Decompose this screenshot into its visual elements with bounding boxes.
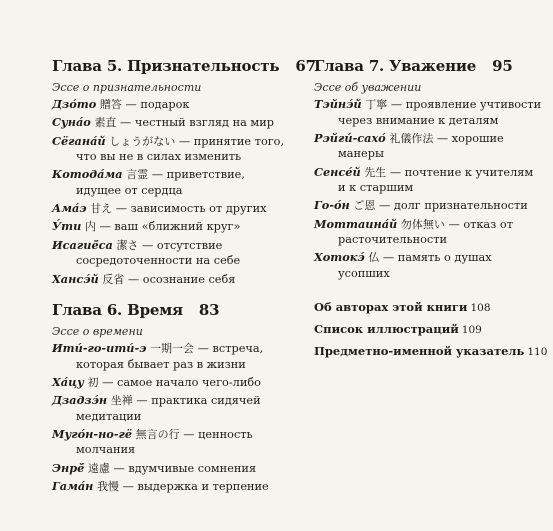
- toc-entry: [52, 272, 292, 288]
- entry-kanji: 潔さ: [116, 238, 139, 252]
- entry-term: Муго́н-но-гё: [52, 426, 133, 441]
- entry-term: Исагиё́са: [52, 237, 113, 252]
- entry-kanji: 仏: [368, 251, 380, 265]
- toc-entry: [52, 167, 292, 198]
- chapter-5-essay: Эссе о признательности: [52, 81, 202, 94]
- entry-term: Хотокэ́: [314, 250, 365, 265]
- toc-entry: [52, 461, 292, 477]
- entry-kanji: 坐禅: [110, 394, 133, 408]
- entry-kanji: 素直: [94, 116, 117, 130]
- entry-kanji: 無言の行: [135, 427, 180, 441]
- chapter-6-entries: [52, 341, 292, 494]
- entry-kanji: 言霊: [126, 168, 149, 182]
- entry-kanji: 遠慮: [87, 461, 110, 475]
- toc-entry: [314, 97, 544, 128]
- toc-entry: [314, 131, 544, 162]
- entry-kanji: 一期一会: [150, 342, 195, 356]
- entry-text: — отсутствие сосредоточенности на себе: [76, 238, 241, 268]
- toc-entry: [52, 97, 292, 113]
- toc-entry: [52, 393, 292, 424]
- chapter-5-page: 67: [295, 57, 316, 75]
- back-matter-illustrations[interactable]: [314, 321, 544, 338]
- chapter-6-essay: Эссе о времени: [52, 325, 143, 339]
- toc-entry: [52, 427, 292, 458]
- entry-kanji: 反省: [102, 272, 125, 286]
- back-matter-page: 109: [461, 324, 482, 337]
- entry-kanji: 礼儀作法: [389, 131, 434, 145]
- entry-kanji: 甘え: [90, 202, 113, 216]
- entry-kanji: ご恩: [353, 199, 376, 213]
- entry-term: У́ти: [52, 219, 82, 234]
- back-matter-page: 108: [470, 302, 491, 315]
- entry-text: — подарок: [125, 98, 190, 111]
- entry-term: Сенсе́й: [314, 164, 361, 179]
- entry-text: — честный взгляд на мир: [120, 116, 274, 130]
- entry-kanji: 贈答: [99, 98, 122, 111]
- chapter-7: [314, 57, 544, 281]
- entry-term: Ха́цу: [52, 374, 84, 389]
- entry-term: Моттаина́й: [314, 216, 398, 231]
- entry-text: — ценность молчания: [76, 427, 253, 457]
- entry-text: — приветствие, идущее от сердца: [76, 168, 245, 197]
- entry-term: Энрё́: [52, 460, 85, 475]
- entry-kanji: 勿体無い: [400, 217, 445, 231]
- toc-entry: [52, 219, 292, 235]
- entry-text: — вдумчивые сомнения: [113, 461, 257, 475]
- back-matter-index[interactable]: [314, 343, 548, 360]
- chapter-5: [52, 57, 316, 287]
- toc-entry: [52, 238, 292, 269]
- entry-term: Дзо́то: [52, 97, 97, 111]
- entry-kanji: しょうがない: [109, 134, 176, 148]
- chapter-7-title: Глава 7. Уважение: [314, 57, 477, 75]
- entry-kanji: 丁寧: [365, 98, 388, 111]
- toc-entry: [314, 217, 544, 248]
- back-matter-list: [314, 299, 548, 360]
- chapter-7-essay: Эссе об уважении: [314, 81, 422, 94]
- entry-kanji: 初: [87, 375, 99, 389]
- entry-term: Ити́-го-ити́-э: [52, 341, 147, 356]
- entry-text: — хорошие манеры: [338, 131, 504, 161]
- back-matter-title: Предметно-именной указатель: [314, 344, 525, 359]
- entry-term: Рэйгú-сахо́: [314, 130, 386, 145]
- entry-text: — проявление учтивости через внимание к деталям: [338, 98, 542, 127]
- toc-entry: [314, 198, 544, 214]
- entry-term: Дзадзэ́н: [52, 393, 108, 408]
- entry-term: Сёгана́й: [52, 133, 106, 148]
- chapter-6-title: Глава 6. Время: [52, 301, 183, 320]
- entry-text: — зависимость от других: [115, 202, 267, 216]
- entry-term: Гама́н: [52, 479, 94, 494]
- back-matter-title: Список иллюстраций: [314, 322, 459, 337]
- entry-text: — память о душах усопших: [338, 251, 492, 280]
- toc-entry: [52, 341, 292, 372]
- toc-right-column: [314, 57, 548, 365]
- entry-text: — самое начало чего-либо: [102, 375, 261, 389]
- entry-term: Суна́о: [52, 115, 91, 130]
- entry-kanji: 内: [84, 220, 96, 234]
- entry-term: Хансэ́й: [52, 271, 99, 286]
- chapter-6-page: 83: [198, 301, 220, 320]
- toc-entry: [314, 250, 544, 281]
- entry-text: — ваш «ближний круг»: [99, 220, 241, 234]
- entry-text: — практика сидячей медитации: [76, 394, 261, 423]
- chapter-5-entries: [52, 97, 292, 287]
- entry-text: — встреча, которая бывает раз в жизни: [76, 342, 264, 371]
- toc-entry: [52, 201, 292, 217]
- chapter-5-title: Глава 5. Признательность: [52, 57, 280, 75]
- toc-entry: [52, 134, 292, 165]
- back-matter-title: Об авторах этой книги: [314, 300, 468, 315]
- chapter-7-heading[interactable]: [314, 57, 544, 76]
- chapter-6: [52, 301, 292, 494]
- entry-kanji: 先生: [364, 165, 387, 179]
- entry-term: Котода́ма: [52, 167, 123, 182]
- back-matter-page: 110: [527, 346, 548, 359]
- toc-entry: [52, 375, 292, 391]
- entry-text: — отказ от расточительности: [338, 217, 513, 247]
- entry-term: Тэйнэ́й: [314, 97, 362, 111]
- entry-text: — осознание себя: [127, 272, 236, 286]
- entry-text: — выдержка и терпение: [122, 480, 269, 494]
- entry-term: Го-о́н: [314, 198, 350, 213]
- entry-text: — принятие того, что вы не в силах изменить: [76, 134, 285, 164]
- toc-entry: [52, 479, 292, 495]
- entry-term: Ама́э: [52, 201, 87, 216]
- entry-text: — долг признательности: [378, 199, 528, 213]
- back-matter-authors[interactable]: [314, 299, 544, 316]
- entry-kanji: 我慢: [97, 480, 120, 494]
- toc-entry: [314, 165, 544, 196]
- chapter-6-heading[interactable]: [52, 301, 292, 320]
- chapter-7-page: 95: [492, 57, 513, 75]
- toc-entry: [52, 115, 292, 131]
- chapter-5-heading[interactable]: [52, 57, 316, 76]
- chapter-7-entries: [314, 97, 544, 281]
- entry-text: — почтение к учителям и к старшим: [338, 165, 534, 195]
- toc-left-column: [52, 57, 316, 509]
